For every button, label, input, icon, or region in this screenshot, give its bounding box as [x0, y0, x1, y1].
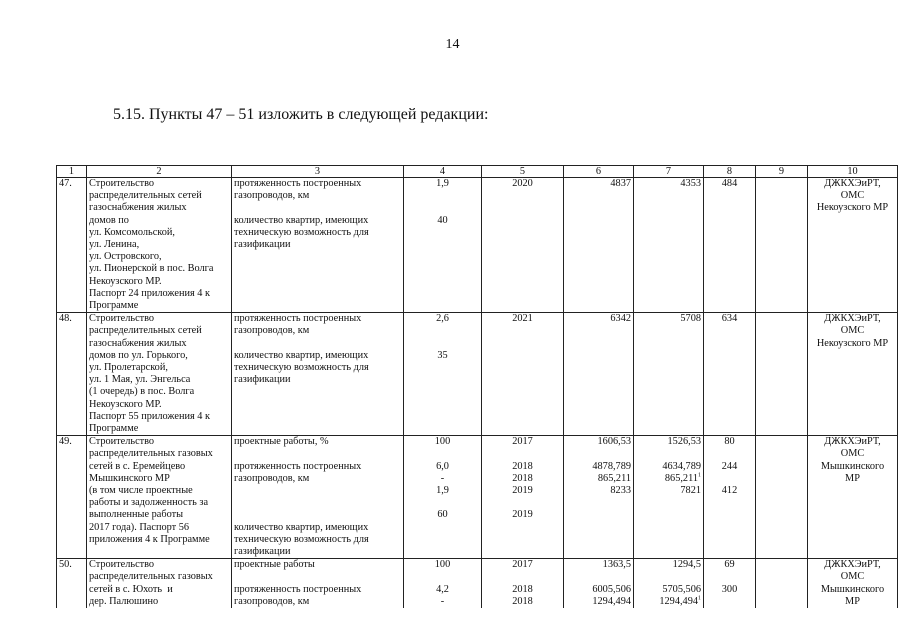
column-9-cell: [756, 313, 808, 436]
measure-name-line: ул. Пролетарской,: [89, 362, 168, 374]
total-amount: [564, 178, 634, 313]
indicator-name-line: газопроводов, км: [234, 190, 310, 202]
measure-name-line: домов по: [89, 214, 129, 226]
section-heading: 5.15. Пункты 47 – 51 изложить в следующей редакции:: [113, 106, 489, 123]
table-row: [57, 559, 898, 608]
table-row: [57, 436, 898, 559]
year-cell-line: [484, 448, 561, 460]
executor-cell: [808, 313, 898, 436]
total-amount-line: 8233: [610, 485, 631, 497]
measure-name-line: ул. Островского,: [89, 251, 162, 263]
indicator-name-line: [234, 509, 401, 521]
year-cell-line: 2018: [512, 595, 533, 607]
indicator-name-line: техническую возможность для: [234, 362, 369, 374]
executor-cell-line: ОМС: [840, 325, 865, 337]
measure-name-line: дер. Палюшино: [89, 595, 159, 607]
executor-cell-line: ДЖКХЭиРТ,: [824, 559, 881, 571]
regional-amount-line: 1294,5: [672, 559, 701, 571]
regional-amount-line: [636, 448, 701, 460]
column-header: 9: [756, 166, 808, 178]
regional-amount-line: [636, 571, 701, 583]
indicator-value: [404, 559, 482, 608]
indicator-name-line: протяженность построенных: [234, 460, 362, 472]
indicator-name-line: газопроводов, км: [234, 325, 310, 337]
column-header: 1: [57, 166, 87, 178]
column-header: 5: [482, 166, 564, 178]
indicator-value-line: [406, 571, 479, 583]
indicator-name: [232, 313, 404, 436]
total-amount-line: 1294,494: [592, 595, 631, 607]
indicator-value: [404, 436, 482, 559]
indicator-value-line: 2,6: [436, 313, 449, 325]
row-number: 47.: [57, 178, 87, 313]
measure-name-line: Паспорт 24 приложения 4 к: [89, 287, 210, 299]
executor-cell: [808, 436, 898, 559]
executor-cell-line: ДЖКХЭиРТ,: [824, 436, 881, 448]
column-9-cell-line: [758, 178, 805, 190]
measure-name-line: домов по ул. Горького,: [89, 349, 188, 361]
measure-name-line: Мышкинского МР: [89, 472, 170, 484]
local-amount-line: 412: [721, 485, 738, 497]
indicator-name-line: техническую возможность для: [234, 533, 369, 545]
indicator-name-line: количество квартир, имеющих: [234, 214, 369, 226]
indicator-name-line: газификации: [234, 546, 291, 558]
regional-amount-line: 4353: [680, 178, 701, 189]
local-amount-line: 80: [724, 436, 735, 448]
indicator-name-line: количество квартир, имеющих: [234, 349, 369, 361]
measure-name-line: (1 очередь) в пос. Волга: [89, 386, 195, 398]
measure-name-line: ул. 1 Мая, ул. Энгельса: [89, 374, 191, 386]
column-9-cell-line: [758, 313, 805, 325]
indicator-name-line: протяженность построенных: [234, 178, 362, 189]
year-cell: [482, 313, 564, 436]
local-amount: [704, 178, 756, 313]
executor-cell: [808, 559, 898, 608]
regional-amount: [634, 178, 704, 313]
executor-cell-line: Мышкинского: [820, 583, 885, 595]
measure-name: [87, 313, 232, 436]
year-cell-line: [484, 571, 561, 583]
measure-name-line: ул. Комсомольской,: [89, 226, 175, 238]
indicator-value-line: [406, 448, 479, 460]
measure-name-line: газоснабжения жилых: [89, 202, 187, 214]
executor-cell-line: Некоузского МР: [816, 202, 889, 214]
local-amount: [704, 313, 756, 436]
local-amount: [704, 436, 756, 559]
row-number: 50.: [57, 559, 87, 608]
executor-cell-line: ДЖКХЭиРТ,: [824, 178, 881, 189]
measure-name: [87, 178, 232, 313]
indicator-name-line: проектные работы: [234, 559, 315, 571]
indicator-name-line: проектные работы, %: [234, 436, 329, 448]
local-amount-line: 634: [721, 313, 738, 325]
regional-amount: [634, 436, 704, 559]
indicator-name-line: газопроводов, км: [234, 472, 310, 484]
indicator-value: [404, 178, 482, 313]
indicator-name-line: газификации: [234, 374, 291, 386]
measure-name-line: сетей в с. Еремейцево: [89, 460, 186, 472]
indicator-value-line: 100: [434, 559, 451, 571]
measure-name-line: приложения 4 к Программе: [89, 533, 210, 545]
measure-name-line: Строительство: [89, 559, 155, 571]
page-number: 14: [445, 37, 460, 52]
measure-name: [87, 436, 232, 559]
regional-amount-line: 1526,53: [667, 436, 701, 448]
measure-name-line: выполненные работы: [89, 509, 183, 521]
executor-cell: [808, 178, 898, 313]
indicator-name-line: техническую возможность для: [234, 226, 369, 238]
year-cell: [482, 559, 564, 608]
indicator-name-line: количество квартир, имеющих: [234, 521, 369, 533]
column-9-cell: [756, 559, 808, 608]
indicator-value-line: [406, 202, 479, 214]
regional-amount: [634, 313, 704, 436]
measure-name-line: Паспорт 55 приложения 4 к: [89, 410, 210, 422]
year-cell-line: 2017: [512, 559, 533, 571]
indicator-name-line: газификации: [234, 239, 291, 250]
measure-name-line: 2017 года). Паспорт 56: [89, 521, 189, 533]
year-cell-line: 2021: [512, 313, 533, 325]
footnote-mark: 1: [698, 472, 701, 479]
measure-name-line: работы и задолженность за: [89, 497, 209, 509]
local-amount-line: 244: [721, 460, 738, 472]
measure-name-line: Строительство: [89, 178, 155, 189]
measure-name-line: (в том числе проектные: [89, 485, 193, 497]
column-9-cell: [756, 178, 808, 313]
column-header: 8: [704, 166, 756, 178]
measure-name-line: распределительных газовых: [89, 448, 213, 460]
measure-name-line: Некоузского МР.: [89, 275, 162, 287]
table-header-row: [57, 166, 898, 178]
measure-name-line: распределительных газовых: [89, 571, 213, 583]
regional-amount-line: 5708: [680, 313, 701, 325]
executor-cell-line: ОМС: [840, 448, 865, 460]
indicator-value-line: 35: [437, 349, 448, 361]
executor-cell-line: МР: [845, 595, 860, 607]
measure-name-line: Строительство: [89, 313, 155, 325]
indicator-value-line: 100: [434, 436, 451, 448]
indicator-name: [232, 178, 404, 313]
total-amount: [564, 313, 634, 436]
indicator-value-line: 60: [437, 509, 448, 521]
year-cell: [482, 436, 564, 559]
indicator-value-line: 1,9: [436, 178, 449, 189]
regional-amount-line: 865,211$^1$: [664, 472, 701, 484]
total-amount-line: 1363,5: [602, 559, 631, 571]
indicator-value-line: [406, 190, 479, 202]
row-number: 49.: [57, 436, 87, 559]
indicator-name-line: [234, 202, 401, 214]
total-amount-line: 865,211: [597, 472, 631, 484]
indicator-name-line: [234, 485, 401, 497]
total-amount-line: 1606,53: [597, 436, 631, 448]
year-cell-line: 2018: [512, 583, 533, 595]
local-amount-line: 300: [721, 583, 738, 595]
year-cell-line: 2017: [512, 436, 533, 448]
total-amount-line: 6005,506: [592, 583, 631, 595]
regional-amount-line: 4634,789: [662, 460, 701, 472]
indicator-value-line: -: [440, 595, 445, 607]
local-amount-line: [706, 473, 753, 485]
total-amount: [564, 559, 634, 608]
column-header: 4: [404, 166, 482, 178]
measure-name-line: распределительных сетей: [89, 190, 202, 202]
indicator-name-line: протяженность построенных: [234, 583, 362, 595]
total-amount-line: 4837: [610, 178, 631, 189]
column-header: 10: [808, 166, 898, 178]
total-amount-line: 6342: [610, 313, 631, 325]
executor-cell-line: ОМС: [840, 571, 865, 583]
executor-cell-line: Некоузского МР: [816, 337, 889, 349]
column-9-cell: [756, 436, 808, 559]
year-cell: [482, 178, 564, 313]
local-amount-line: [706, 571, 753, 583]
table-row: [57, 313, 898, 436]
local-amount-line: [706, 448, 753, 460]
column-header: 6: [564, 166, 634, 178]
column-9-cell-line: [758, 436, 805, 448]
measure-name-line: Строительство: [89, 436, 155, 448]
row-number: 48.: [57, 313, 87, 436]
regional-amount: [634, 559, 704, 608]
column-9-cell-line: [758, 559, 805, 571]
year-cell-line: 2019: [512, 485, 533, 497]
measure-name-line: сетей в с. Юхоть и: [89, 583, 173, 595]
indicator-value-line: 4,2: [436, 583, 449, 595]
column-header: 3: [232, 166, 404, 178]
indicator-value-line: [406, 325, 479, 337]
total-amount-line: [566, 448, 631, 460]
program-table: [56, 165, 898, 608]
indicator-name-line: протяженность построенных: [234, 313, 362, 325]
executor-cell-line: Мышкинского: [820, 460, 885, 472]
total-amount-line: 4878,789: [592, 460, 631, 472]
indicator-value: [404, 313, 482, 436]
indicator-value-line: 40: [437, 214, 448, 226]
executor-cell-line: ДЖКХЭиРТ,: [824, 313, 881, 325]
executor-cell-line: МР: [845, 472, 860, 484]
indicator-value-line: -: [440, 472, 445, 484]
footnote-mark: 1: [698, 595, 701, 602]
year-cell-line: 2018: [512, 460, 533, 472]
measure-name-line: газоснабжения жилых: [89, 337, 187, 349]
indicator-value-line: 6,0: [436, 460, 449, 472]
total-amount-line: [566, 571, 631, 583]
measure-name-line: ул. Пионерской в пос. Волга: [89, 263, 214, 275]
measure-name: [87, 559, 232, 608]
local-amount-line: 484: [721, 178, 738, 189]
measure-name-line: распределительных сетей: [89, 325, 202, 337]
measure-name-line: Программе: [89, 300, 139, 312]
year-cell-line: 2020: [512, 178, 533, 189]
indicator-name: [232, 559, 404, 608]
year-cell-line: 2019: [512, 509, 533, 521]
year-cell-line: [484, 497, 561, 509]
local-amount-line: 69: [724, 559, 735, 571]
column-header: 2: [87, 166, 232, 178]
column-header: 7: [634, 166, 704, 178]
total-amount: [564, 436, 634, 559]
indicator-value-line: 1,9: [436, 485, 449, 497]
indicator-value-line: [406, 338, 479, 350]
indicator-value-line: [406, 497, 479, 509]
indicator-name-line: [234, 448, 401, 460]
indicator-name-line: газопроводов, км: [234, 595, 310, 607]
measure-name-line: ул. Ленина,: [89, 239, 140, 251]
indicator-name: [232, 436, 404, 559]
year-cell-line: 2018: [512, 472, 533, 484]
executor-cell-line: ОМС: [840, 190, 865, 202]
indicator-name-line: [234, 497, 401, 509]
regional-amount-line: 1294,494$^1$: [659, 595, 701, 607]
indicator-name-line: [234, 338, 401, 350]
measure-name-line: Некоузского МР.: [89, 398, 162, 410]
regional-amount-line: 5705,506: [662, 583, 701, 595]
table-row: [57, 178, 898, 313]
measure-name-line: Программе: [89, 423, 139, 435]
local-amount: [704, 559, 756, 608]
regional-amount-line: 7821: [680, 485, 701, 497]
indicator-name-line: [234, 571, 401, 583]
